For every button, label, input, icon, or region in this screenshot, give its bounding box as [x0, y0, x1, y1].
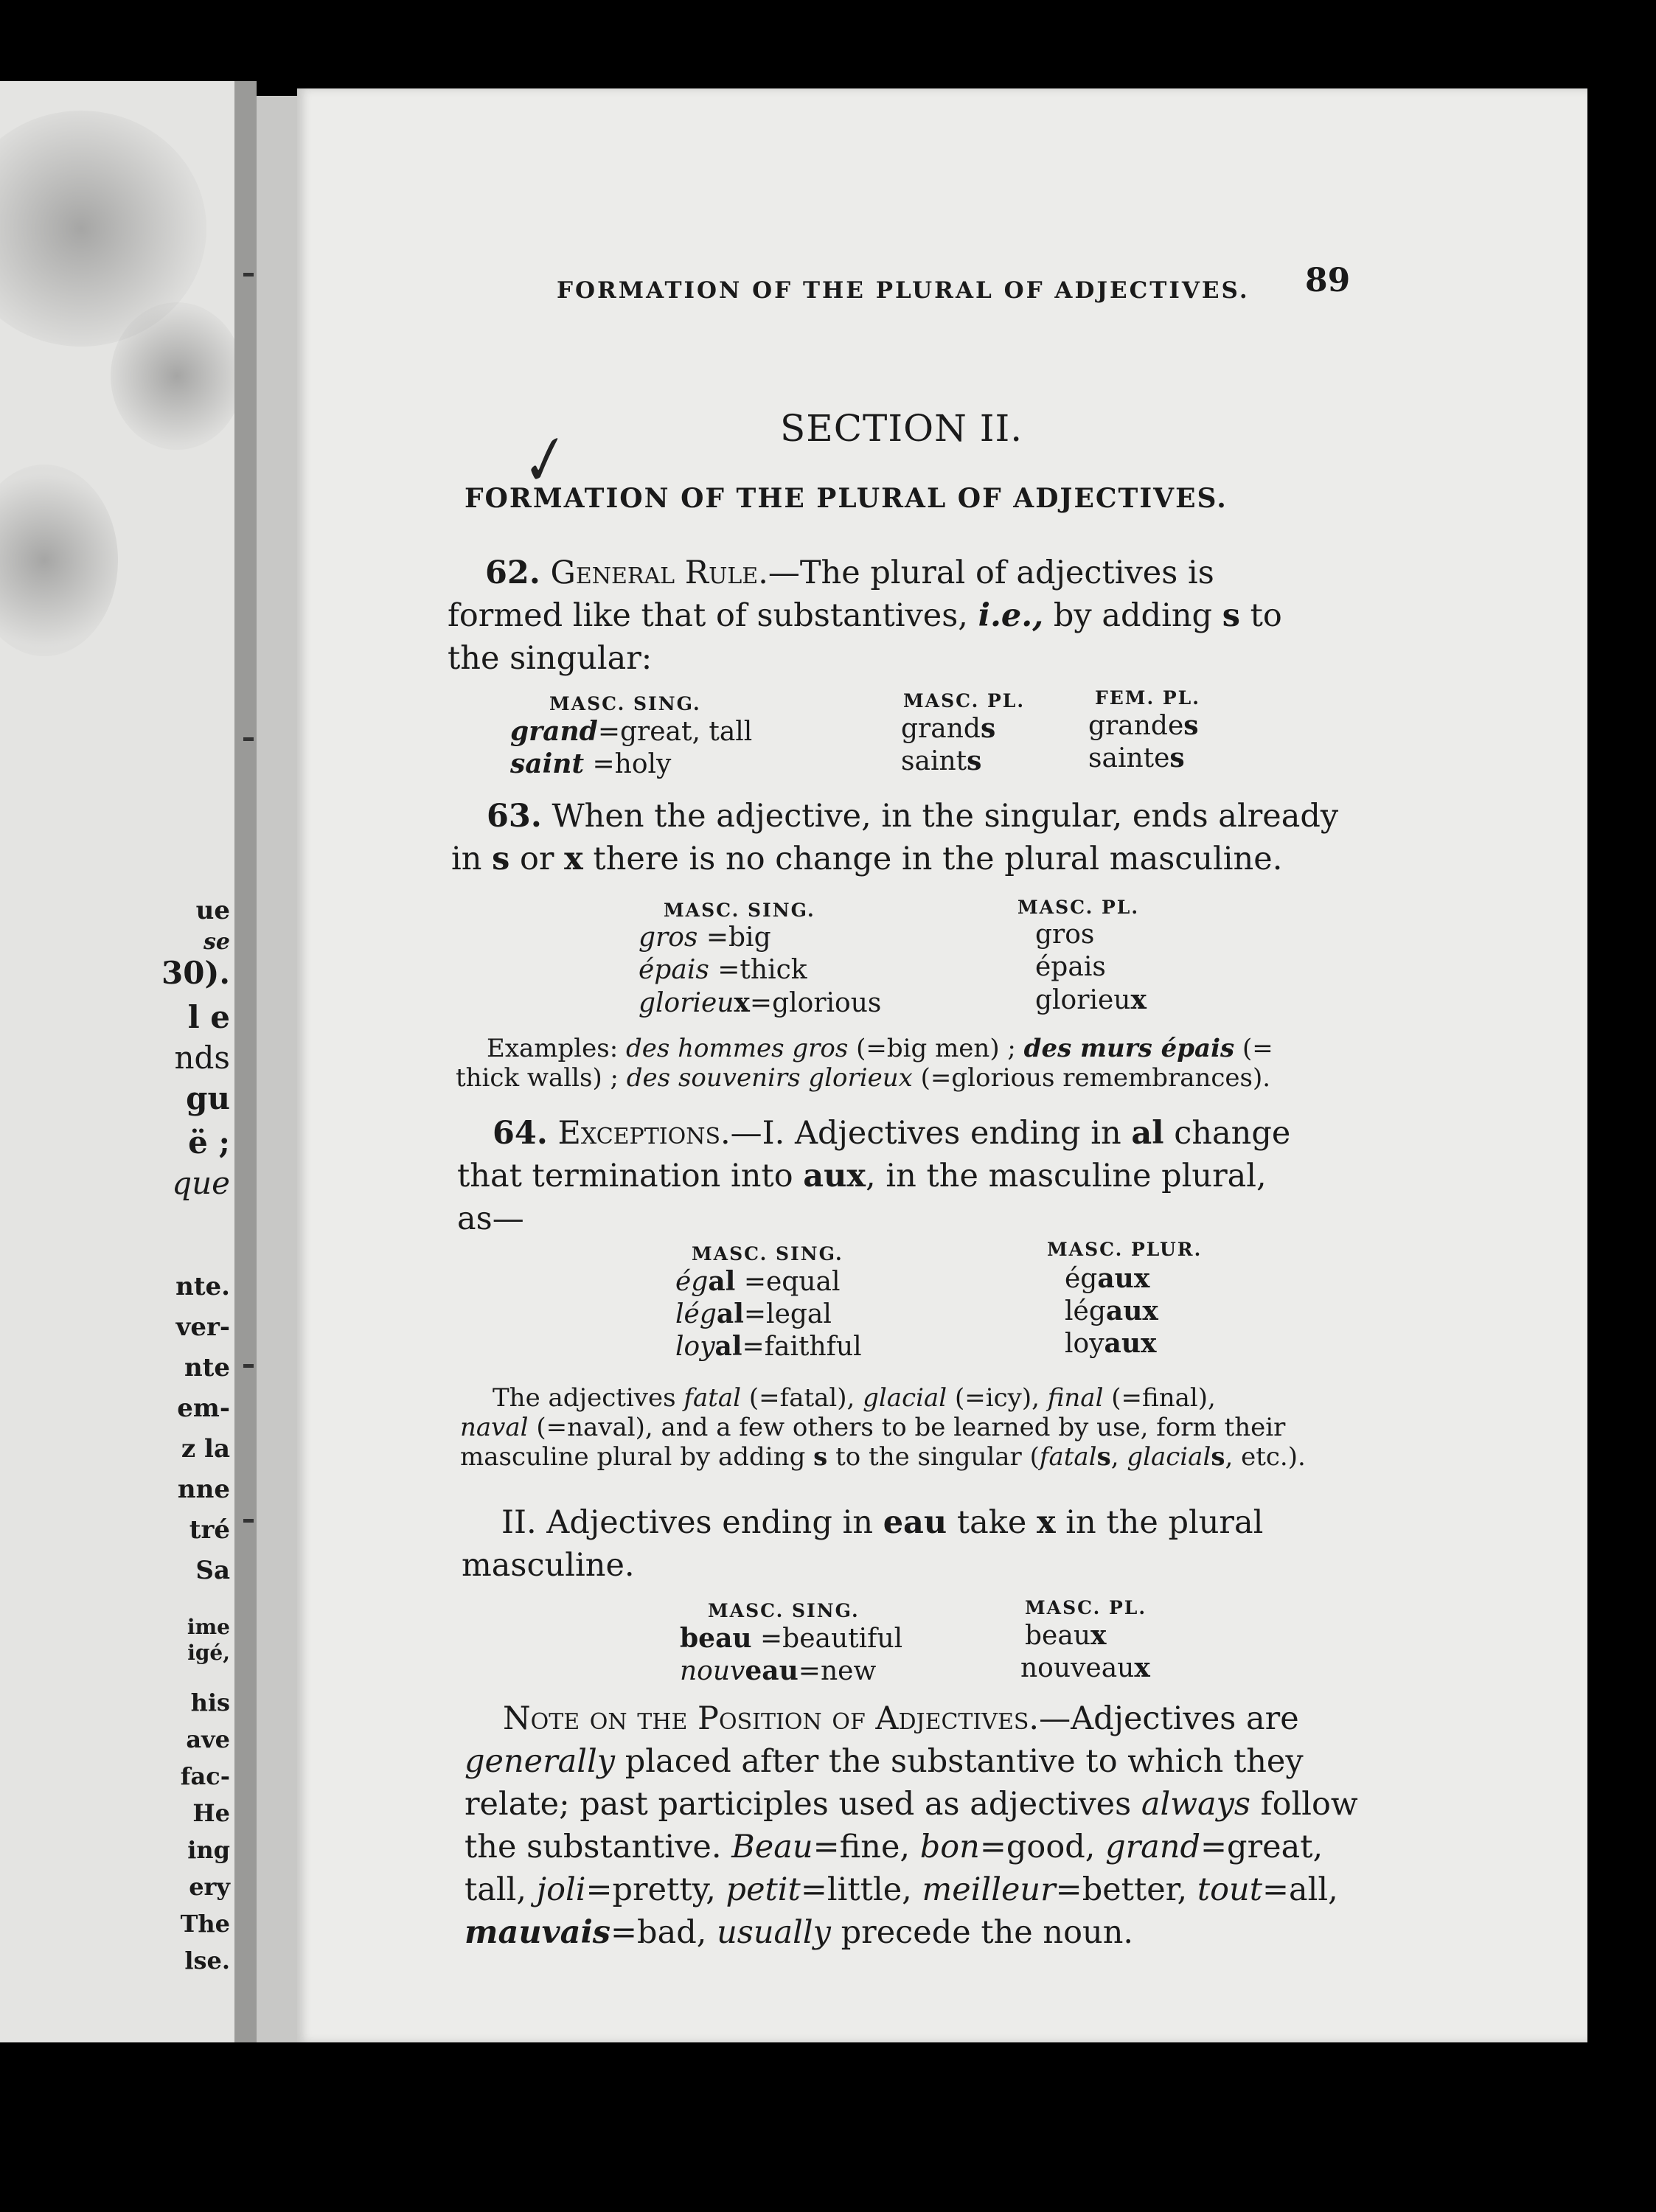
text-run: =glorious	[749, 988, 882, 1018]
text-run: =big	[697, 922, 771, 953]
note-position-line-1	[503, 1697, 1299, 1740]
left-fragment: lse.	[184, 1947, 230, 1975]
text-run: grand	[901, 714, 981, 744]
text-run: lég	[675, 1299, 717, 1329]
text-run: II. Adjectives ending in	[501, 1504, 883, 1541]
text-run: , in the masculine plural,	[866, 1158, 1267, 1194]
text-run: (=fatal),	[741, 1383, 863, 1413]
text-run: =equal	[735, 1267, 841, 1297]
text-run: final	[1047, 1383, 1104, 1413]
text-run: x	[564, 841, 583, 877]
note-position-line-6	[465, 1911, 1133, 1954]
table-row	[639, 987, 881, 1020]
left-fragment: l e	[187, 999, 230, 1035]
left-fragment: que	[172, 1165, 230, 1201]
left-fragment: ver-	[175, 1312, 230, 1342]
text-run: beau	[1025, 1621, 1090, 1651]
page-stain	[111, 302, 234, 450]
text-run: =thick	[709, 955, 807, 985]
left-fragment: fac-	[180, 1762, 230, 1790]
gutter-tick	[243, 1519, 254, 1523]
text-run: ,	[1110, 1442, 1127, 1472]
paragraph-64-line-3: as—	[457, 1200, 524, 1237]
column-header: MASC. PL.	[903, 690, 1026, 712]
left-fragment: igé,	[187, 1641, 230, 1665]
paragraph-number: 64.	[493, 1115, 548, 1152]
left-fragment: The	[180, 1910, 230, 1938]
left-facing-page	[0, 81, 234, 2042]
section-subheading: FORMATION OF THE PLURAL OF ADJECTIVES.	[465, 483, 1228, 514]
text-run: =little,	[800, 1871, 922, 1908]
text-run: fatal	[1039, 1442, 1097, 1472]
text-run: ég	[675, 1267, 709, 1297]
column-header: MASC. PL.	[1017, 897, 1140, 918]
gutter-tick	[243, 273, 254, 276]
text-run: lég	[1065, 1296, 1106, 1326]
text-run: s	[813, 1442, 828, 1472]
rule-label: General Rule.	[550, 554, 768, 591]
page-bottom-shadow	[251, 2042, 1578, 2212]
text-run: joli	[536, 1871, 586, 1908]
text-run: usually	[717, 1914, 831, 1951]
table-row: épais	[1035, 952, 1106, 982]
left-fragment: ing	[187, 1836, 230, 1864]
text-run: =good,	[979, 1829, 1106, 1865]
text-run: by adding	[1043, 597, 1222, 634]
text-run: sainte	[1088, 743, 1170, 773]
table-row	[510, 715, 752, 748]
text-run: tall,	[465, 1871, 537, 1908]
text-run: in	[451, 841, 493, 877]
text-run: =beautiful	[751, 1624, 903, 1654]
left-fragment: He	[192, 1799, 230, 1827]
gutter-tick	[243, 737, 254, 741]
left-fragment: z la	[181, 1434, 230, 1464]
text-run: bon	[919, 1829, 980, 1865]
text-run: =faithful	[742, 1332, 862, 1362]
table-row	[639, 954, 807, 987]
text-run: x	[1130, 984, 1147, 1015]
text-run: aux	[1097, 1263, 1150, 1294]
table-row	[901, 712, 995, 745]
text-run: =new	[798, 1656, 877, 1686]
text-run: generally	[465, 1743, 616, 1780]
text-run: épais	[639, 955, 709, 985]
paragraph-number: 62.	[485, 554, 540, 591]
note-64-line-1	[493, 1382, 1216, 1414]
column-header: MASC. SING.	[664, 900, 815, 921]
left-fragment: nte	[184, 1353, 230, 1382]
table-row	[1088, 742, 1185, 775]
text-run: =pretty,	[585, 1871, 726, 1908]
text-run: =fine,	[813, 1829, 920, 1865]
paragraph-number: 63.	[487, 798, 542, 835]
table-row	[1020, 1652, 1150, 1685]
text-run: always	[1141, 1786, 1251, 1823]
text-run: (=icy),	[947, 1383, 1048, 1413]
text-run: s	[1183, 710, 1199, 741]
text-run: s	[492, 841, 510, 877]
handwritten-check-mark: ✓	[506, 421, 576, 503]
paragraph-62-line-2	[448, 594, 1282, 637]
text-run: the substantive.	[465, 1829, 732, 1865]
text-run: des murs épais	[1023, 1034, 1235, 1063]
text-run: The adjectives	[493, 1383, 684, 1413]
table-row	[1065, 1327, 1157, 1360]
text-run: eau	[745, 1655, 799, 1686]
text-run: in the plural	[1055, 1504, 1264, 1541]
left-fragment: ue	[195, 896, 230, 925]
text-run: relate; past participles used as adjectives	[465, 1786, 1141, 1823]
text-run: x	[1090, 1620, 1107, 1651]
text-run: meilleur	[922, 1871, 1056, 1908]
text-run: placed after the substantive to which they	[615, 1743, 1304, 1780]
column-header: MASC. PLUR.	[1047, 1239, 1203, 1260]
table-row	[1035, 984, 1147, 1017]
paragraph-62-line-1	[485, 552, 1214, 594]
left-fragment: nds	[174, 1040, 230, 1076]
text-run: grand	[510, 716, 598, 747]
note-64-line-2	[460, 1411, 1285, 1444]
rule-label: Exceptions.	[557, 1115, 731, 1152]
paragraph-64-line-1	[493, 1112, 1290, 1155]
note-position-line-2	[465, 1740, 1304, 1783]
text-run: beau	[680, 1623, 752, 1654]
text-run: or	[509, 841, 565, 877]
table-row	[901, 745, 981, 778]
text-run: precede the noun.	[830, 1914, 1134, 1951]
text-run: —Adjectives are	[1039, 1700, 1299, 1737]
text-run: =great, tall	[597, 717, 753, 747]
paragraph-64-line-2	[457, 1155, 1267, 1197]
text-run: glorieu	[1035, 985, 1131, 1015]
table-row	[675, 1330, 862, 1363]
text-run: glorieu	[639, 988, 734, 1018]
text-run: des souvenirs glorieux	[626, 1063, 913, 1093]
text-run: x	[734, 987, 750, 1018]
text-run: x	[1134, 1652, 1150, 1683]
running-title: FORMATION OF THE PLURAL OF ADJECTIVES.	[557, 277, 1250, 304]
text-run: =great,	[1200, 1829, 1323, 1865]
text-run: s	[1222, 597, 1240, 634]
text-run: Examples:	[487, 1034, 626, 1063]
table-row	[1025, 1619, 1106, 1652]
text-run: to	[1239, 597, 1282, 634]
text-run: s	[980, 713, 996, 744]
table-row	[1088, 709, 1199, 742]
section-title: SECTION II.	[780, 407, 1023, 450]
book-spine	[257, 96, 297, 2042]
text-run: (=	[1234, 1034, 1273, 1063]
text-run: naval	[460, 1413, 529, 1442]
text-run: (=naval), and a few others to be learned by use, form their	[528, 1413, 1286, 1442]
page-stain	[0, 465, 118, 656]
note-64-line-3	[460, 1441, 1306, 1473]
text-run: petit	[726, 1871, 801, 1908]
text-run: formed like that of substantives,	[448, 597, 978, 634]
left-fragment: his	[190, 1688, 230, 1717]
text-run: masculine plural by adding	[460, 1442, 814, 1472]
paragraph-64b-line-2: masculine.	[462, 1547, 635, 1584]
note-position-line-5	[465, 1868, 1338, 1911]
text-run: =all,	[1262, 1871, 1338, 1908]
table-row	[510, 748, 671, 781]
text-run: nouveau	[1020, 1653, 1135, 1683]
text-run: aux	[1105, 1295, 1158, 1326]
text-run: al	[716, 1298, 744, 1329]
text-run: =holy	[584, 749, 672, 779]
examples-line-1	[487, 1032, 1273, 1065]
text-run: =bad,	[610, 1914, 717, 1951]
text-run: take	[947, 1504, 1037, 1541]
column-header: MASC. SING.	[708, 1600, 860, 1621]
gutter-tick	[243, 1364, 254, 1368]
left-fragment: tré	[189, 1515, 230, 1545]
left-fragment: ime	[187, 1615, 230, 1639]
text-run: When the adjective, in the singular, ends already	[552, 798, 1339, 835]
text-run: ég	[1065, 1264, 1098, 1294]
left-fragment: nte.	[175, 1272, 230, 1301]
left-fragment: ë ;	[188, 1124, 230, 1161]
table-row: gros	[1035, 919, 1095, 950]
table-row	[680, 1622, 902, 1655]
page-number: 89	[1305, 262, 1351, 299]
text-run: al	[1131, 1115, 1164, 1152]
note-position-line-3	[465, 1783, 1358, 1826]
text-run: loy	[675, 1332, 715, 1362]
text-run: eau	[883, 1504, 947, 1541]
book-gutter	[234, 81, 257, 2042]
text-run: follow	[1250, 1786, 1358, 1823]
table-row	[675, 1298, 832, 1331]
text-run: al	[708, 1266, 736, 1297]
column-header: MASC. SING.	[549, 693, 701, 714]
text-run: s	[1211, 1442, 1225, 1472]
text-run: mauvais	[465, 1914, 611, 1951]
left-fragment: 30).	[161, 955, 230, 991]
left-fragment: em-	[177, 1394, 230, 1423]
table-row	[675, 1265, 841, 1298]
table-row	[680, 1655, 876, 1688]
text-run: , etc.).	[1225, 1442, 1306, 1472]
note-position-line-4	[465, 1826, 1323, 1868]
text-run: (=final),	[1103, 1383, 1216, 1413]
text-run: —The plural of adjectives is	[768, 554, 1214, 591]
left-fragment: nne	[177, 1475, 230, 1504]
table-row	[1065, 1262, 1149, 1295]
text-run: s	[967, 745, 982, 776]
paragraph-63-line-2	[451, 838, 1282, 880]
text-run: change	[1163, 1115, 1291, 1152]
text-run: =legal	[743, 1299, 832, 1329]
text-run: des hommes gros	[625, 1034, 849, 1063]
text-run: fatal	[683, 1383, 742, 1413]
text-run: thick walls) ;	[456, 1063, 627, 1093]
column-header: FEM. PL.	[1095, 687, 1200, 709]
paragraph-64b-line-1	[501, 1501, 1263, 1544]
paragraph-63-line-1	[487, 795, 1338, 838]
text-run: i.e.,	[978, 597, 1044, 634]
text-run: —I. Adjectives ending in	[730, 1115, 1132, 1152]
text-run: to the singular (	[827, 1442, 1040, 1472]
text-run: al	[714, 1331, 742, 1362]
table-row	[639, 922, 771, 954]
text-run: =better,	[1055, 1871, 1197, 1908]
text-run: s	[1169, 742, 1185, 773]
text-run: glacial	[863, 1383, 947, 1413]
text-run: there is no change in the plural masculine.	[582, 841, 1283, 877]
text-run: aux	[803, 1158, 866, 1194]
text-run: aux	[1104, 1328, 1157, 1359]
text-run: (=big men) ;	[848, 1034, 1024, 1063]
text-run: nouv	[680, 1656, 745, 1686]
paragraph-62-line-3: the singular:	[448, 640, 653, 677]
text-run: saint	[510, 748, 585, 779]
text-run: glacial	[1127, 1442, 1211, 1472]
text-run: grande	[1088, 711, 1184, 741]
text-run: s	[1096, 1442, 1111, 1472]
text-run: saint	[901, 746, 967, 776]
text-run: tout	[1197, 1871, 1263, 1908]
left-fragment: ery	[189, 1873, 230, 1901]
table-row	[1065, 1295, 1158, 1328]
left-fragment: se	[203, 929, 230, 955]
text-run: gros	[639, 922, 698, 953]
column-header: MASC. SING.	[692, 1243, 843, 1265]
left-fragment: ave	[186, 1725, 230, 1753]
text-run: loy	[1065, 1329, 1104, 1359]
text-run: (=glorious remembrances).	[912, 1063, 1271, 1093]
column-header: MASC. PL.	[1025, 1597, 1147, 1618]
text-run: Beau	[731, 1829, 813, 1865]
left-fragment: Sa	[195, 1556, 230, 1585]
text-run: that termination into	[457, 1158, 804, 1194]
text-run: x	[1036, 1504, 1056, 1541]
left-fragment: gu	[186, 1080, 230, 1116]
examples-line-2	[456, 1062, 1270, 1094]
text-run: grand	[1105, 1829, 1201, 1865]
rule-label: Note on the Position of Adjectives.	[503, 1700, 1040, 1737]
